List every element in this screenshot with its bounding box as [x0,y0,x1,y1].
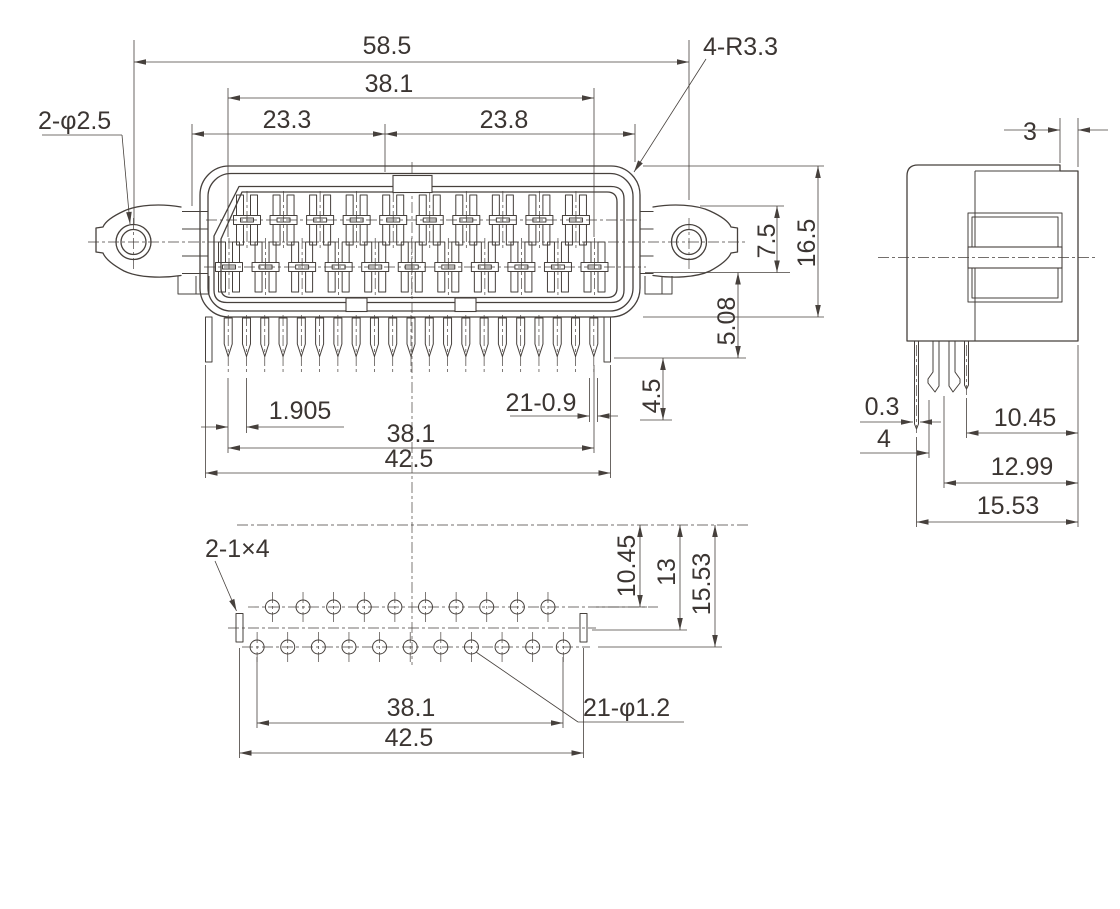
svg-text:2-1×4: 2-1×4 [205,535,270,563]
svg-text:58.5: 58.5 [362,32,412,60]
svg-text:4.5: 4.5 [638,378,666,414]
svg-text:10.45: 10.45 [993,404,1057,432]
note-corner-radius [634,33,778,172]
svg-text:4: 4 [877,425,891,453]
solder-pin [334,315,342,374]
left-side-tab [206,317,213,362]
svg-text:5.08: 5.08 [713,296,741,346]
solder-pin [224,315,232,374]
dim-depth-back-row [917,437,1079,527]
solder-pin [352,315,360,374]
svg-text:15.53: 15.53 [688,552,716,616]
solder-pin [517,315,525,374]
bottom-notch-right [455,298,476,312]
note-mount-holes [38,107,130,224]
solder-pin [572,315,580,374]
svg-text:23.3: 23.3 [262,106,312,134]
svg-text:21-0.9: 21-0.9 [505,389,577,417]
svg-text:16.5: 16.5 [793,218,821,268]
dim-row-spacing [614,273,746,359]
svg-text:2-φ2.5: 2-φ2.5 [38,107,112,135]
svg-text:21-φ1.2: 21-φ1.2 [583,694,671,722]
dim-pin-length [638,358,672,420]
solder-pin [316,315,324,374]
svg-text:4-R3.3: 4-R3.3 [703,33,779,61]
solder-pin [425,315,433,374]
solder-pin [261,315,269,374]
solder-pin [370,315,378,374]
top-key-notch [393,176,432,193]
left-mounting-ear [96,205,209,294]
note-pin-width [506,378,618,422]
solder-pin [297,315,305,374]
dim-face-depth [1004,118,1108,167]
solder-pin [279,315,287,374]
right-side-tab [604,317,611,362]
dim-overall-width [134,32,689,224]
svg-text:42.5: 42.5 [384,724,434,752]
solder-pin [480,315,488,374]
svg-text:10.45: 10.45 [613,534,641,598]
solder-pin [535,315,543,374]
right-mounting-ear [645,205,738,294]
solder-pin [242,315,250,374]
svg-text:0.3: 0.3 [864,393,900,421]
solder-pin-row [224,315,598,374]
solder-pin [498,315,506,374]
svg-text:13: 13 [653,558,681,586]
contact-terminal [398,238,425,296]
svg-text:38.1: 38.1 [386,694,436,722]
dim-ear-height [645,206,790,273]
svg-text:3: 3 [1023,118,1037,146]
svg-text:15.53: 15.53 [976,492,1040,520]
svg-text:38.1: 38.1 [364,70,414,98]
side-view [860,118,1108,527]
bottom-view [205,525,750,758]
solder-pin [462,315,470,374]
note-hole-diameter [476,652,684,722]
svg-text:7.5: 7.5 [753,223,781,259]
solder-pin [553,315,561,374]
solder-pin [444,315,452,374]
dim-right-segment: 23.8 [479,106,529,134]
dim-row-front [596,525,647,607]
bottom-notch-left [346,298,367,312]
svg-text:42.5: 42.5 [384,445,434,473]
svg-text:38.1: 38.1 [386,420,436,448]
dim-pin-pitch [201,378,344,453]
svg-text:1.905: 1.905 [268,397,332,425]
dim-hole-span [257,657,563,728]
svg-text:12.99: 12.99 [990,453,1054,481]
solder-pin [407,315,415,374]
solder-pin [389,315,397,374]
side-pins [915,341,969,433]
note-slots [205,535,270,611]
